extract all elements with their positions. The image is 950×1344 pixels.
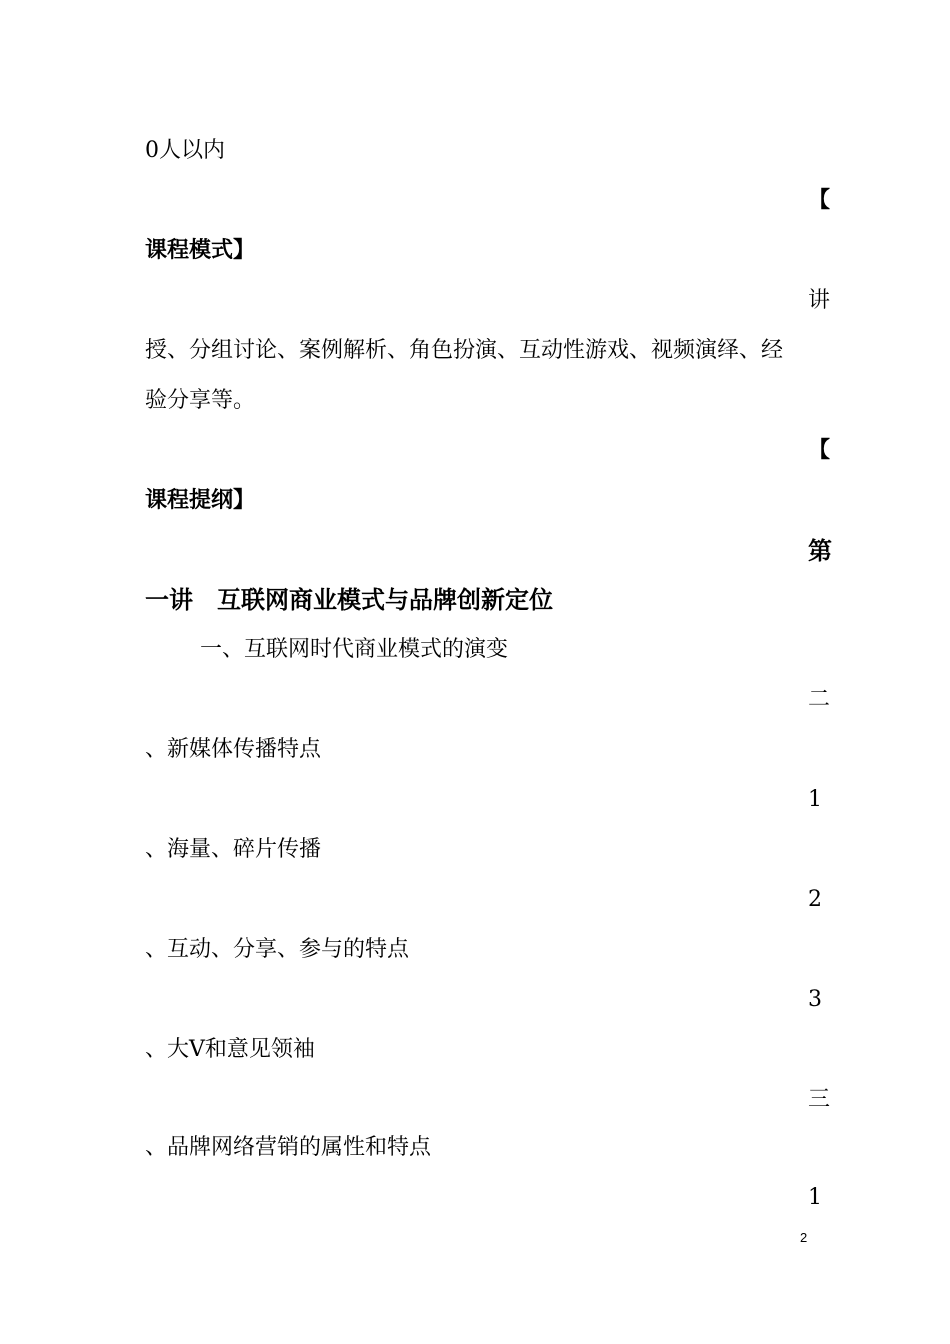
subsection-heading: 一、互联网时代商业模式的演变 xyxy=(200,637,509,662)
page-number: 2 xyxy=(800,1230,808,1245)
bracket-open: 【 xyxy=(808,188,831,213)
text-line: 1 xyxy=(808,787,822,812)
section-heading-course-outline: 课程提纲】 xyxy=(145,488,256,513)
section-heading-course-mode: 课程模式】 xyxy=(145,238,256,263)
text-line: 2 xyxy=(808,887,822,912)
text-line: 、新媒体传播特点 xyxy=(145,737,322,762)
text-line: 、海量、碎片传播 xyxy=(145,837,322,862)
text-line: 三 xyxy=(808,1087,831,1112)
lecture-title: 一讲 互联网商业模式与品牌创新定位 xyxy=(145,586,553,614)
text-line: 、大V和意见领袖 xyxy=(145,1037,315,1062)
text-line: 、品牌网络营销的属性和特点 xyxy=(145,1135,432,1160)
text-line: 验分享等。 xyxy=(145,388,256,413)
text-line: 、互动、分享、参与的特点 xyxy=(145,937,410,962)
text-line: 0人以内 xyxy=(145,138,225,163)
text-line: 授、分组讨论、案例解析、角色扮演、互动性游戏、视频演绎、经 xyxy=(145,338,784,363)
text-line: 1 xyxy=(808,1185,822,1210)
bracket-open: 【 xyxy=(808,438,831,463)
lecture-prefix: 第 xyxy=(808,537,832,565)
text-line: 3 xyxy=(808,987,822,1012)
text-line: 讲 xyxy=(808,288,831,313)
text-line: 二 xyxy=(808,687,831,712)
